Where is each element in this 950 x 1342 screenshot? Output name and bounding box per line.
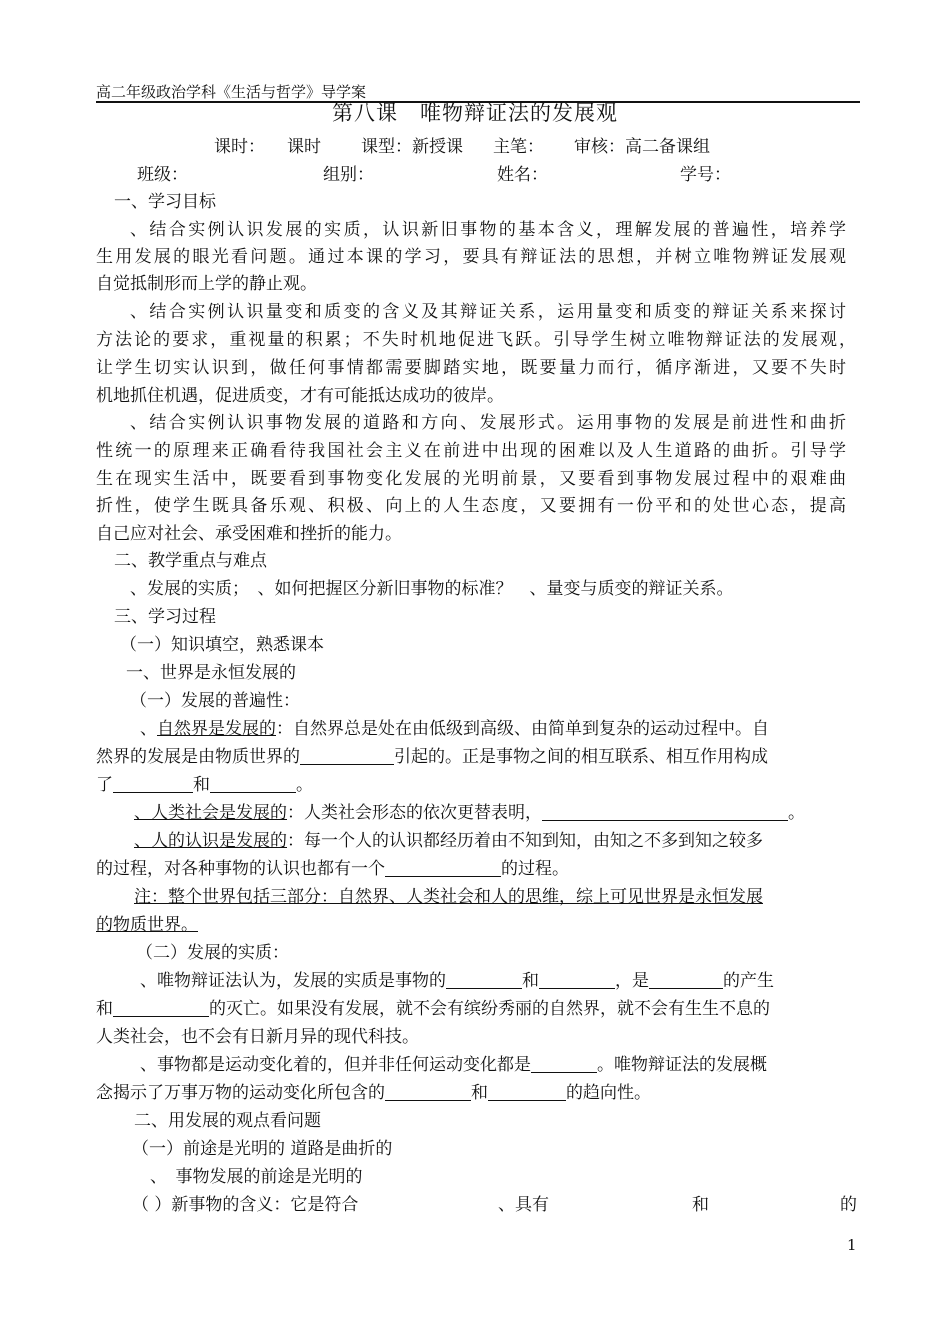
- goal3-line4: 折性，使学生既具备乐观、积极、向上的人生态度，又要拥有一份平和的处世心态，提高: [96, 496, 846, 516]
- note-line1: 注：整个世界包括三部分：自然界、人类社会和人的思维，综上可见世界是永恒发展: [134, 887, 763, 907]
- text-span: 的灭亡。如果没有发展，就不会有缤纷秀丽的自然界，就不会有生生不息的: [209, 999, 770, 1019]
- text-span: 和: [471, 1083, 488, 1103]
- text-span: 然界的发展是由物质世界的: [96, 747, 300, 767]
- nature-line1: [140, 715, 900, 743]
- page-header: 高二年级政治学科《生活与哲学》导学案: [96, 83, 367, 101]
- type-value: 新授课: [412, 137, 463, 157]
- goal1-line2: 生用发展的眼光看问题。通过本课的学习，要具有辩证法的思想，并树立唯物辨证发展观: [96, 247, 846, 267]
- fill-blank[interactable]: [542, 802, 788, 821]
- essence1-line1: [140, 967, 900, 995]
- text-span: ，是: [615, 971, 649, 991]
- fill-blank[interactable]: [385, 1082, 471, 1101]
- goal3-line2: 性统一的原理来正确看待我国社会主义在前进中出现的困难以及人生道路的曲折。引导学: [96, 441, 846, 461]
- cognition-label: 、人的认识是发展的: [134, 831, 287, 851]
- goal3-line5: 自己应对社会、承受困难和挫折的能力。: [96, 524, 402, 544]
- author-label: 主笔：: [493, 137, 544, 157]
- goal1-line3: 自觉抵制形而上学的静止观。: [96, 274, 317, 294]
- note-line2: 的物质世界。: [96, 915, 198, 935]
- fill-blank[interactable]: [210, 774, 296, 793]
- goal2-line1: 、结合实例认识量变和质变的含义及其辩证关系，运用量变和质变的辩证关系来探讨: [130, 302, 846, 322]
- subsection-heading: （一）知识填空，熟悉课本: [120, 635, 324, 655]
- fill-blank[interactable]: [649, 970, 723, 989]
- text-span: 和: [522, 971, 539, 991]
- cognition-line1: [134, 827, 894, 855]
- text-span: ：人类社会形态的依次更替表明，: [287, 803, 542, 823]
- text-span: 念揭示了万事万物的运动变化所包含的: [96, 1083, 385, 1103]
- text-span: 的过程，对各种事物的认识也都有一个: [96, 859, 385, 879]
- fill-blank[interactable]: [300, 746, 394, 765]
- text-span: 和: [96, 999, 113, 1019]
- nature-prefix: 、: [140, 719, 157, 739]
- text-span: 、唯物辩证法认为，发展的实质是事物的: [140, 971, 446, 991]
- period-value: 课时: [287, 137, 321, 157]
- society-line: [134, 799, 894, 827]
- text-span: 引起的。正是事物之间的相互联系、相互作用构成: [394, 747, 768, 767]
- essence2-line1: [140, 1051, 900, 1079]
- text-span: （ ）新事物的含义：它是符合: [132, 1195, 359, 1215]
- part-heading: 二、用发展的观点看问题: [134, 1111, 321, 1131]
- subsection-heading: （二）发展的实质：: [136, 943, 289, 963]
- text-span: 的过程。: [501, 859, 569, 879]
- cognition-line2: [96, 855, 856, 883]
- goal3-line3: 生在现实生活中，既要看到事物变化发展的光明前景，又要看到事物发展过程中的艰难曲: [96, 469, 846, 489]
- essence1-line2: [96, 995, 856, 1023]
- text-span: ：每一个人的认识都经历着由不知到知，由知之不多到知之较多: [287, 831, 763, 851]
- text-span: 了: [96, 775, 113, 795]
- page-number: 1: [847, 1236, 857, 1254]
- class-label: 班级：: [137, 165, 188, 185]
- text-span: 。: [296, 775, 313, 795]
- goal2-line2: 方法论的要求，重视量的积累；不失时机地促进飞跃。引导学生树立唯物辩证法的发展观，: [96, 330, 856, 350]
- page-title: 第八课 唯物辩证法的发展观: [332, 101, 618, 125]
- review-value: 高二备课组: [625, 137, 710, 157]
- bright-future-heading: 、 事物发展的前途是光明的: [150, 1167, 363, 1187]
- goal2-line4: 机地抓住机遇，促进质变，才有可能抵达成功的彼岸。: [96, 386, 504, 406]
- nature-text: ：自然界总是处在由低级到高级、由简单到复杂的运动过程中。自: [276, 719, 769, 739]
- name-label: 姓名：: [497, 165, 548, 185]
- text-span: 、事物都是运动变化着的，但并非任何运动变化都是: [140, 1055, 531, 1075]
- text-span: 。唯物辩证法的发展概: [597, 1055, 767, 1075]
- section-heading: 三、学习过程: [114, 607, 216, 627]
- subsection-heading: （一）发展的普遍性：: [130, 691, 300, 711]
- new-thing-line: [132, 1191, 858, 1219]
- text-span: 的: [840, 1195, 857, 1215]
- fill-blank[interactable]: [385, 858, 501, 877]
- nature-label: 自然界是发展的: [157, 719, 276, 739]
- part-heading: 一、世界是永恒发展的: [126, 663, 296, 683]
- text-span: 的产生: [723, 971, 774, 991]
- fill-blank[interactable]: [531, 1054, 597, 1073]
- goal1-line1: 、结合实例认识发展的实质，认识新旧事物的基本含义，理解发展的普遍性，培养学: [130, 220, 846, 240]
- fill-blank[interactable]: [446, 970, 522, 989]
- type-label: 课型：: [361, 137, 412, 157]
- goal2-line3: 让学生切实认识到，做任何事情都需要脚踏实地，既要量力而行，循序渐进，又要不失时: [96, 358, 846, 378]
- fill-blank[interactable]: [539, 970, 615, 989]
- period-label: 课时：: [214, 137, 265, 157]
- section-heading: 二、教学重点与难点: [114, 551, 267, 571]
- essence2-line2: [96, 1079, 856, 1107]
- text-span: 、具有: [498, 1195, 549, 1215]
- fill-blank[interactable]: [488, 1082, 566, 1101]
- group-label: 组别：: [323, 165, 374, 185]
- goal3-line1: 、结合实例认识事物发展的道路和方向、发展形式。运用事物的发展是前进性和曲折: [130, 413, 846, 433]
- section-heading: 一、学习目标: [114, 192, 216, 212]
- subsection-heading: （一）前途是光明的 道路是曲折的: [132, 1139, 393, 1159]
- essence1-line3: 人类社会，也不会有日新月异的现代科技。: [96, 1027, 419, 1047]
- number-label: 学号：: [680, 165, 731, 185]
- nature-line2: [96, 743, 856, 771]
- text-span: 和: [193, 775, 210, 795]
- fill-blank[interactable]: [113, 998, 209, 1017]
- review-label: 审核：: [574, 137, 625, 157]
- key-points: 、发展的实质； 、如何把握区分新旧事物的标准？ 、量变与质变的辩证关系。: [130, 579, 734, 599]
- text-span: 的趋向性。: [566, 1083, 651, 1103]
- society-label: 、人类社会是发展的: [134, 803, 287, 823]
- fill-blank[interactable]: [113, 774, 193, 793]
- lesson-meta-row: [214, 134, 710, 160]
- text-span: 和: [692, 1195, 709, 1215]
- nature-line3: [96, 771, 856, 799]
- text-span: 。: [788, 803, 805, 823]
